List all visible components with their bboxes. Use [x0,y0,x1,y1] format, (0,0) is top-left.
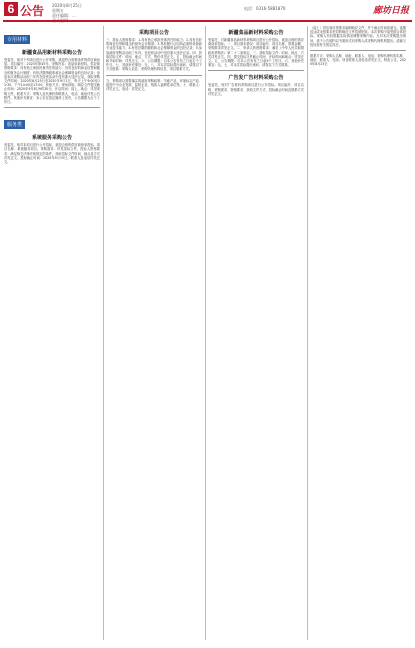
category-tag: 服务类 [4,120,25,129]
article-body: 受委托，对新疆食品新材料采购项目进行公开招标，欢迎合格的供应商前来投标。一、项目基本情况：项目编号、项目名称、预算金额、采购需求详见正文。二、申请人的资格要求：满足《中华人民共和国政府采购法》第二十二条规定。三、获取招标文件：时间、地点、方式详见正文。四、提交投标文件截止时间、开标时间和地点：详见正文。五、公告期限：自本公告发布之日起5个工作日。六、其他补充事宜：无。七、对本次招标提出询问，请按以下方式联系。 [208,38,304,68]
article-title: 广告发广告材料采购公告 [228,75,284,82]
page-header [0,0,415,24]
column-1 [4,26,100,640]
article-body: 三、投标人资格要求：1.具有独立承担民事责任的能力；2.具有良好的商业信誉和健全的财务会计制度；3.具有履行合同所必需的设备和专业技术能力；4.有依法缴纳税收和社会保障资金的良好记录；5.参加政府采购活动前三年内，在经营活动中没有重大违法记录。四、获取招标文件：时间、地点、方式、售价详见正文。五、投标截止时间和开标时间：详见正文。六、公告期限：自本公告发布之日起五个工作日。七、其他补充事宜：无。八、对本次招标提出询问，请按以下方式联系：采购人信息、采购代理机构信息、项目联系方式。 [106,38,202,72]
article-body: 受委托，现对本项目进行公开招标，欢迎合格的供应商前来投标。项目名称：系统服务项目。采购需求：详见招标文件。投标人资格要求：满足相关法律法规规定的条件。获取招标文件时间、地点及方式详见正文。投标截止时间：2020年9月15日。联系人及电话详见正文。 [4,143,100,165]
article-divider [106,75,202,76]
column-4 [310,26,406,640]
article-body: 联系方式：采购人名称、地址、联系人、电话；采购代理机构名称、地址、联系人、电话；项目联系人及电话详见正文。特此公告。2020年8月25日 [310,54,406,67]
column-2 [106,26,202,640]
article-title: 新疆食品新材料采购公告 [228,30,284,36]
category-tag: 专用材料 [4,35,30,44]
masthead: 廊坊日报 [372,6,409,16]
article-title: 采购项目公告 [138,30,169,36]
article-title: 系统服务采购公告 [31,135,72,142]
article-body: 受委托，现对下列项目进行公开采购，欢迎符合资格条件的供应商参加。项目编号：2020年第45号。采购内容：食品用新材料。供应商资格要求：具有独立承担民事责任的能力；具有良好的商业信誉和健全的财务会计制度；有依法缴纳税收和社会保障资金的良好记录；参加本次采购活动前三年内在经营活动中没有重大违法记录。获取采购文件时间：2020年8月25日至2020年9月1日，每天上午9:00至11:30，下午14:00至17:00。获取方式：现场获取。响应文件提交截止时间：2020年9月8日9时30分。开启时间：同上。地点：详见采购文件。联系方式：采购人及代理机构联系人、电话、地址详见公告附件。其他补充事宜：本公告在指定媒体上发布，公告期限为五个工作日。 [4,58,100,105]
column-divider [103,26,104,640]
article-body: 九、采购项目需要落实的政府采购政策：节能产品、环境标志产品、促进中小企业发展、监狱企业、残疾人福利性单位等。十、联系人：详见正文。电话：详见正文。 [106,78,202,92]
page-number: 6 [4,2,18,16]
article-divider [4,107,100,108]
article-body: （接上）供应商应按要求编制响应文件，并于截止时间前递交。逾期送达或未按要求密封的响应文件将被拒收。本次采购不接受联合体投标。采购人有权根据实际情况调整采购内容。凡对本次采购提出询问，请于公告期内以书面形式向采购人或采购代理机构提出。质疑与投诉按有关规定执行。 [310,26,406,47]
meta-line: 2020年8月25日 [52,3,82,8]
column-3 [208,26,304,640]
article-divider [208,70,304,71]
article-title: 新疆食品用新材料采购公告 [21,50,82,56]
article-body: 受委托，现对广告材料采购项目进行公开招标。项目编号、项目名称、采购需求、资格要求、获取文件方式、投标截止时间及联系方式详见正文。 [208,83,304,96]
meta-line: 责任编辑：… [52,13,76,18]
contact-line: 电话：0316-5881870 [244,6,286,11]
header-rule [3,20,412,22]
section-title: 公告 [20,4,45,18]
article-divider [310,50,406,51]
column-divider [307,26,308,640]
column-divider [205,26,206,640]
meta-line: 星期五 [52,8,64,13]
